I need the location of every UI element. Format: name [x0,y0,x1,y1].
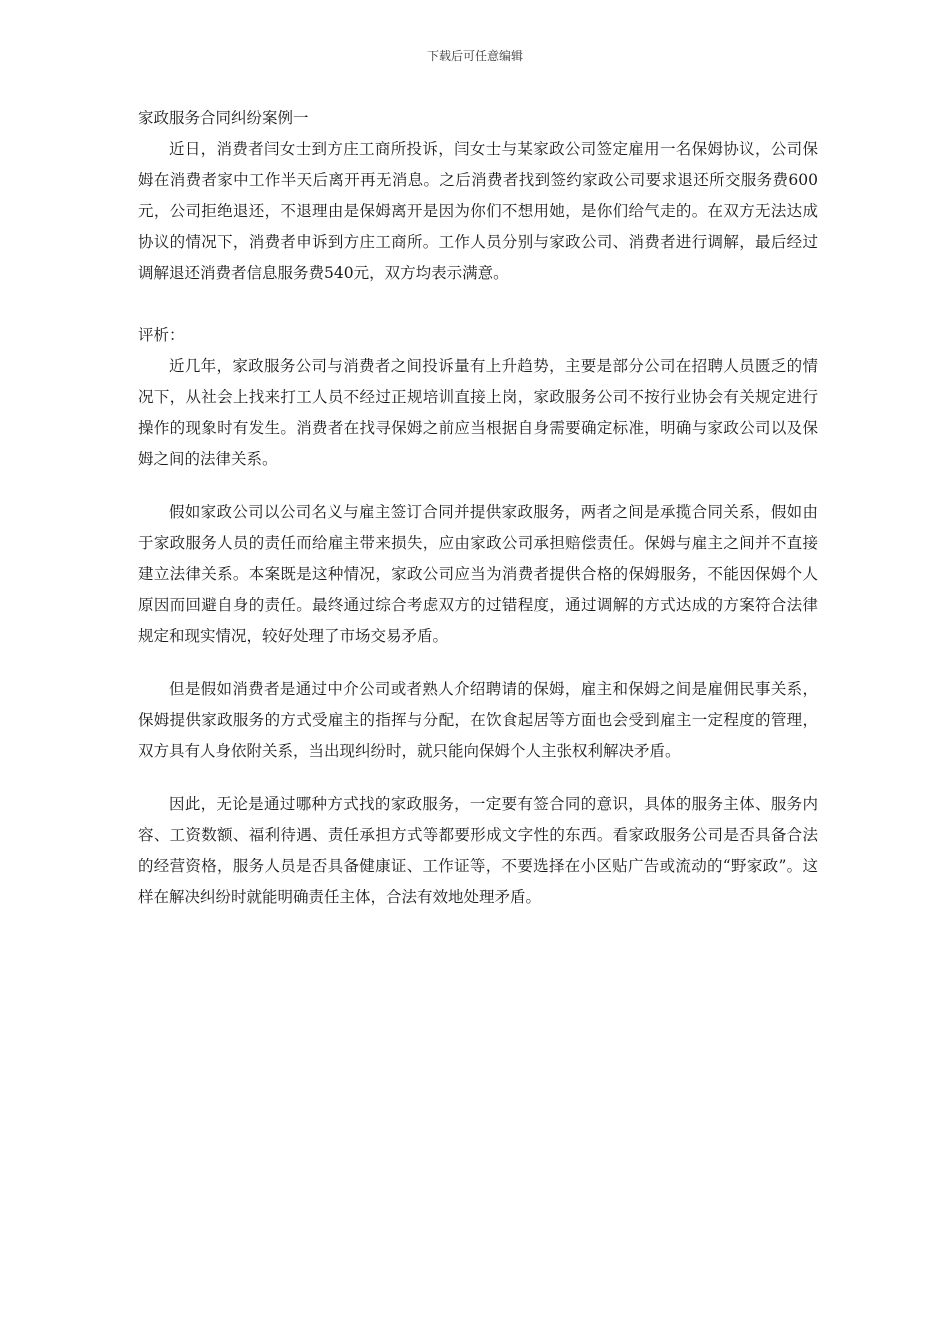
case-paragraph: 近日，消费者闫女士到方庄工商所投诉，闫女士与某家政公司签定雇用一名保姆协议，公司保姆在消费者家中工作半天后离开再无消息。之后消费者找到签约家政公司要求退还所交服务费600元，公司拒绝退还，不退理由是保姆离开是因为你们不想用她，是你们给气走的。在双方无法达成协议的情况下，消费者申诉到方庄工商所。工作人员分别与家政公司、消费者进行调解，最后经过调解退还消费者信息服务费540元，双方均表示满意。 [138,140,818,282]
document-body [138,103,818,913]
analysis-paragraph-4: 因此，无论是通过哪种方式找的家政服务，一定要有签合同的意识，具体的服务主体、服务内容、工资数额、福利待遇、责任承担方式等都要形成文字性的东西。看家政服务公司是否具备合法的经营资格，服务人员是否具备健康证、工作证等，不要选择在小区贴广告或流动的“野家政”。这样在解决纠纷时就能明确责任主体，合法有效地处理矛盾。 [138,795,818,906]
analysis-heading: 评析： [138,326,185,344]
page-header-note: 下载后可任意编辑 [426,49,523,63]
analysis-paragraph-2: 假如家政公司以公司名义与雇主签订合同并提供家政服务，两者之间是承揽合同关系，假如由于家政服务人员的责任而给雇主带来损失，应由家政公司承担赔偿责任。保姆与雇主之间并不直接建立法律关系。本案既是这种情况，家政公司应当为消费者提供合格的保姆服务，不能因保姆个人原因而回避自身的责任。最终通过综合考虑双方的过错程度，通过调解的方式达成的方案符合法律规定和现实情况，较好处理了市场交易矛盾。 [138,503,818,645]
analysis-paragraph-1: 近几年，家政服务公司与消费者之间投诉量有上升趋势，主要是部分公司在招聘人员匮乏的情况下，从社会上找来打工人员不经过正规培训直接上岗，家政服务公司不按行业协会有关规定进行操作的现象时有发生。消费者在找寻保姆之前应当根据自身需要确定标准，明确与家政公司以及保姆之间的法律关系。 [138,357,818,468]
analysis-paragraph-3: 但是假如消费者是通过中介公司或者熟人介绍聘请的保姆，雇主和保姆之间是雇佣民事关系，保姆提供家政服务的方式受雇主的指挥与分配，在饮食起居等方面也会受到雇主一定程度的管理，双方具有人身依附关系，当出现纠纷时，就只能向保姆个人主张权利解决矛盾。 [138,680,818,760]
document-title: 家政服务合同纠纷案例一 [138,109,309,127]
